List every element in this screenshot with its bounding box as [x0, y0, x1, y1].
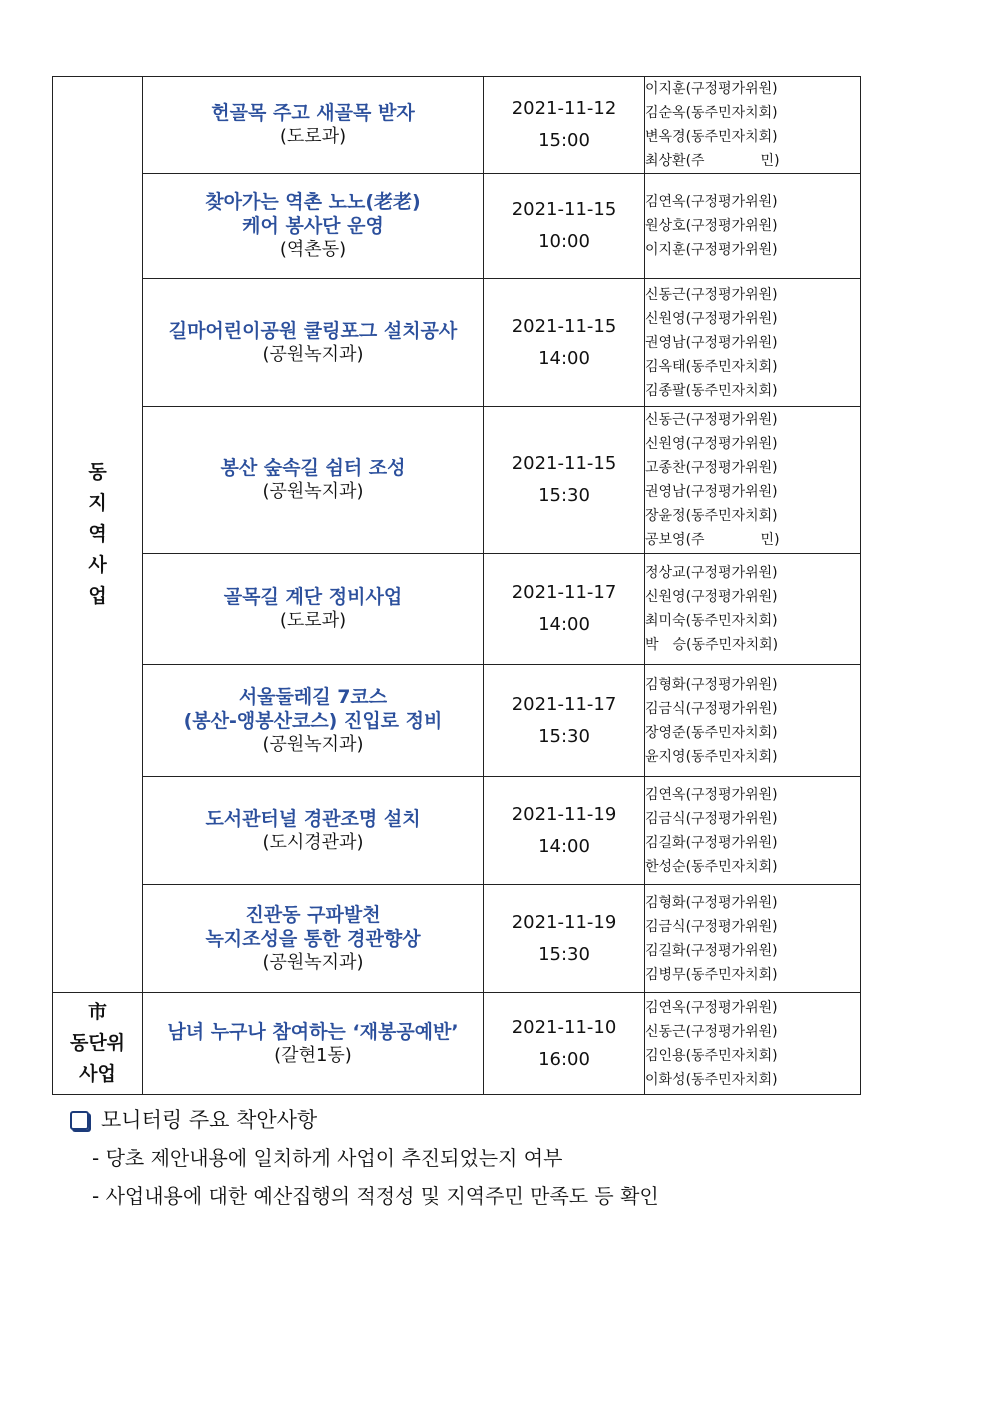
project-title: 진관동 구파발천 녹지조성을 통한 경관향상 — [205, 903, 421, 950]
member-entry: 신동근(구정평가위원) — [645, 1023, 778, 1040]
schedule-cell — [484, 993, 645, 1095]
member-entry: 김순옥(동주민자치회) — [645, 105, 778, 121]
schedule-cell — [484, 554, 645, 665]
member-entry: 권영남(구정평가위원) — [645, 484, 778, 500]
member-entry: 고종찬(구정평가위원) — [645, 460, 778, 476]
member-entry: 최상환(주 민) — [645, 153, 780, 169]
members-cell — [645, 777, 861, 885]
members-cell — [645, 279, 861, 407]
schedule-time: 14:00 — [538, 835, 590, 857]
schedule-date: 2021-11-15 — [511, 199, 617, 220]
monitoring-notes — [70, 1103, 659, 1213]
project-department: (공원녹지과) — [262, 343, 364, 365]
category-cell-city: 市 동단위 사업 — [53, 993, 143, 1095]
schedule-cell — [484, 407, 645, 554]
member-entry: 김인용(동주민자치회) — [645, 1047, 778, 1064]
table-row — [53, 554, 861, 665]
schedule-time: 10:00 — [538, 231, 590, 252]
member-entry: 권영남(구정평가위원) — [645, 334, 778, 351]
schedule-cell — [484, 279, 645, 407]
schedule-time: 14:00 — [538, 347, 590, 369]
member-entry: 김연옥(구정평가위원) — [645, 999, 778, 1016]
notes-heading — [70, 1103, 659, 1137]
schedule-cell — [484, 665, 645, 777]
monitoring-schedule-table — [52, 76, 861, 1095]
members-cell — [645, 665, 861, 777]
project-title: 봉산 숲속길 쉼터 조성 — [220, 457, 406, 479]
member-entry: 김연옥(구정평가위원) — [645, 194, 778, 210]
schedule-time: 15:30 — [538, 485, 590, 506]
notes-heading-text: 모니터링 주요 착안사항 — [101, 1108, 318, 1132]
member-entry: 김형화(구정평가위원) — [645, 894, 778, 911]
project-department: (도로과) — [279, 610, 347, 631]
project-department: (갈현1동) — [274, 1044, 352, 1066]
table-row — [53, 665, 861, 777]
schedule-time: 14:00 — [538, 614, 590, 635]
schedule-time: 15:30 — [538, 943, 590, 965]
schedule-date: 2021-11-15 — [511, 315, 617, 337]
member-entry: 원상호(구정평가위원) — [645, 218, 778, 234]
member-entry: 신원영(구정평가위원) — [645, 589, 778, 605]
member-entry: 박 승(동주민자치회) — [645, 637, 779, 653]
member-entry: 김병무(동주민자치회) — [645, 966, 778, 983]
member-entry: 한성순(동주민자치회) — [645, 858, 778, 875]
member-entry: 김연옥(구정평가위원) — [645, 786, 778, 803]
schedule-cell — [484, 777, 645, 885]
project-cell — [143, 407, 484, 554]
project-cell — [143, 665, 484, 777]
member-entry: 정상교(구정평가위원) — [645, 565, 778, 581]
project-department: (공원녹지과) — [262, 481, 364, 502]
schedule-time: 16:00 — [538, 1048, 590, 1070]
project-title: 길마어린이공원 쿨링포그 설치공사 — [168, 319, 458, 342]
member-entry: 김옥태(동주민자치회) — [645, 358, 778, 375]
table-row — [53, 174, 861, 279]
member-entry: 김길화(구정평가위원) — [645, 834, 778, 851]
member-entry: 김종팔(동주민자치회) — [645, 382, 778, 399]
checkbox-square-icon — [70, 1111, 89, 1130]
members-cell — [645, 993, 861, 1095]
member-entry: 김금식(구정평가위원) — [645, 810, 778, 827]
member-entry: 공보영(주 민) — [645, 532, 780, 548]
members-cell — [645, 885, 861, 993]
project-title: 도서관터널 경관조명 설치 — [205, 807, 421, 830]
member-entry: 변옥경(동주민자치회) — [645, 129, 778, 145]
notes-item: - 당초 제안내용에 일치하게 사업이 추진되었는지 여부 — [92, 1146, 563, 1170]
table-row — [53, 885, 861, 993]
project-cell — [143, 777, 484, 885]
schedule-cell — [484, 885, 645, 993]
member-entry: 김길화(구정평가위원) — [645, 942, 778, 959]
member-entry: 이지훈(구정평가위원) — [645, 81, 778, 97]
project-title: 남녀 누구나 참여하는 ‘재봉공예반’ — [167, 1020, 459, 1043]
table-body — [53, 77, 861, 1095]
member-entry: 김금식(구정평가위원) — [645, 700, 778, 717]
table-row — [53, 407, 861, 554]
table-row — [53, 777, 861, 885]
project-department: (공원녹지과) — [262, 951, 364, 973]
member-entry: 장영준(동주민자치회) — [645, 724, 778, 741]
project-cell — [143, 279, 484, 407]
members-cell — [645, 77, 861, 174]
project-title: 서울둘레길 7코스 (봉산-앵봉산코스) 진입로 정비 — [183, 685, 443, 732]
schedule-cell — [484, 77, 645, 174]
project-department: (공원녹지과) — [262, 733, 364, 755]
members-cell — [645, 407, 861, 554]
table-row — [53, 77, 861, 174]
schedule-cell — [484, 174, 645, 279]
category-cell-dong: 동 지 역 사 업 — [53, 77, 143, 993]
project-cell — [143, 174, 484, 279]
project-cell — [143, 77, 484, 174]
members-cell — [645, 174, 861, 279]
project-department: (역촌동) — [279, 239, 347, 260]
member-entry: 김금식(구정평가위원) — [645, 918, 778, 935]
schedule-date: 2021-11-12 — [511, 98, 617, 119]
project-cell — [143, 885, 484, 993]
member-entry: 신동근(구정평가위원) — [645, 412, 778, 428]
member-entry: 신동근(구정평가위원) — [645, 286, 778, 303]
schedule-date: 2021-11-10 — [511, 1016, 617, 1038]
members-cell — [645, 554, 861, 665]
project-title: 헌골목 주고 새골목 받자 — [211, 102, 415, 124]
schedule-date: 2021-11-15 — [511, 453, 617, 474]
member-entry: 장윤정(동주민자치회) — [645, 508, 778, 524]
schedule-time: 15:00 — [538, 130, 590, 151]
schedule-date: 2021-11-17 — [511, 693, 617, 715]
project-cell — [143, 554, 484, 665]
schedule-date: 2021-11-19 — [511, 803, 617, 825]
schedule-date: 2021-11-19 — [511, 911, 617, 933]
table-row — [53, 279, 861, 407]
member-entry: 이지훈(구정평가위원) — [645, 242, 778, 258]
project-department: (도시경관과) — [262, 831, 364, 853]
member-entry: 신원영(구정평가위원) — [645, 436, 778, 452]
project-cell — [143, 993, 484, 1095]
member-entry: 김형화(구정평가위원) — [645, 676, 778, 693]
project-title: 골목길 계단 정비사업 — [223, 586, 403, 608]
schedule-time: 15:30 — [538, 725, 590, 747]
project-department: (도로과) — [279, 126, 347, 147]
member-entry: 최미숙(동주민자치회) — [645, 613, 778, 629]
member-entry: 신원영(구정평가위원) — [645, 310, 778, 327]
member-entry: 윤지영(동주민자치회) — [645, 748, 778, 765]
table-row — [53, 993, 861, 1095]
member-entry: 이화성(동주민자치회) — [645, 1071, 778, 1088]
notes-item: - 사업내용에 대한 예산집행의 적정성 및 지역주민 만족도 등 확인 — [92, 1184, 659, 1208]
schedule-date: 2021-11-17 — [511, 582, 617, 603]
project-title: 찾아가는 역촌 노노(老老) 케어 봉사단 운영 — [205, 191, 421, 237]
